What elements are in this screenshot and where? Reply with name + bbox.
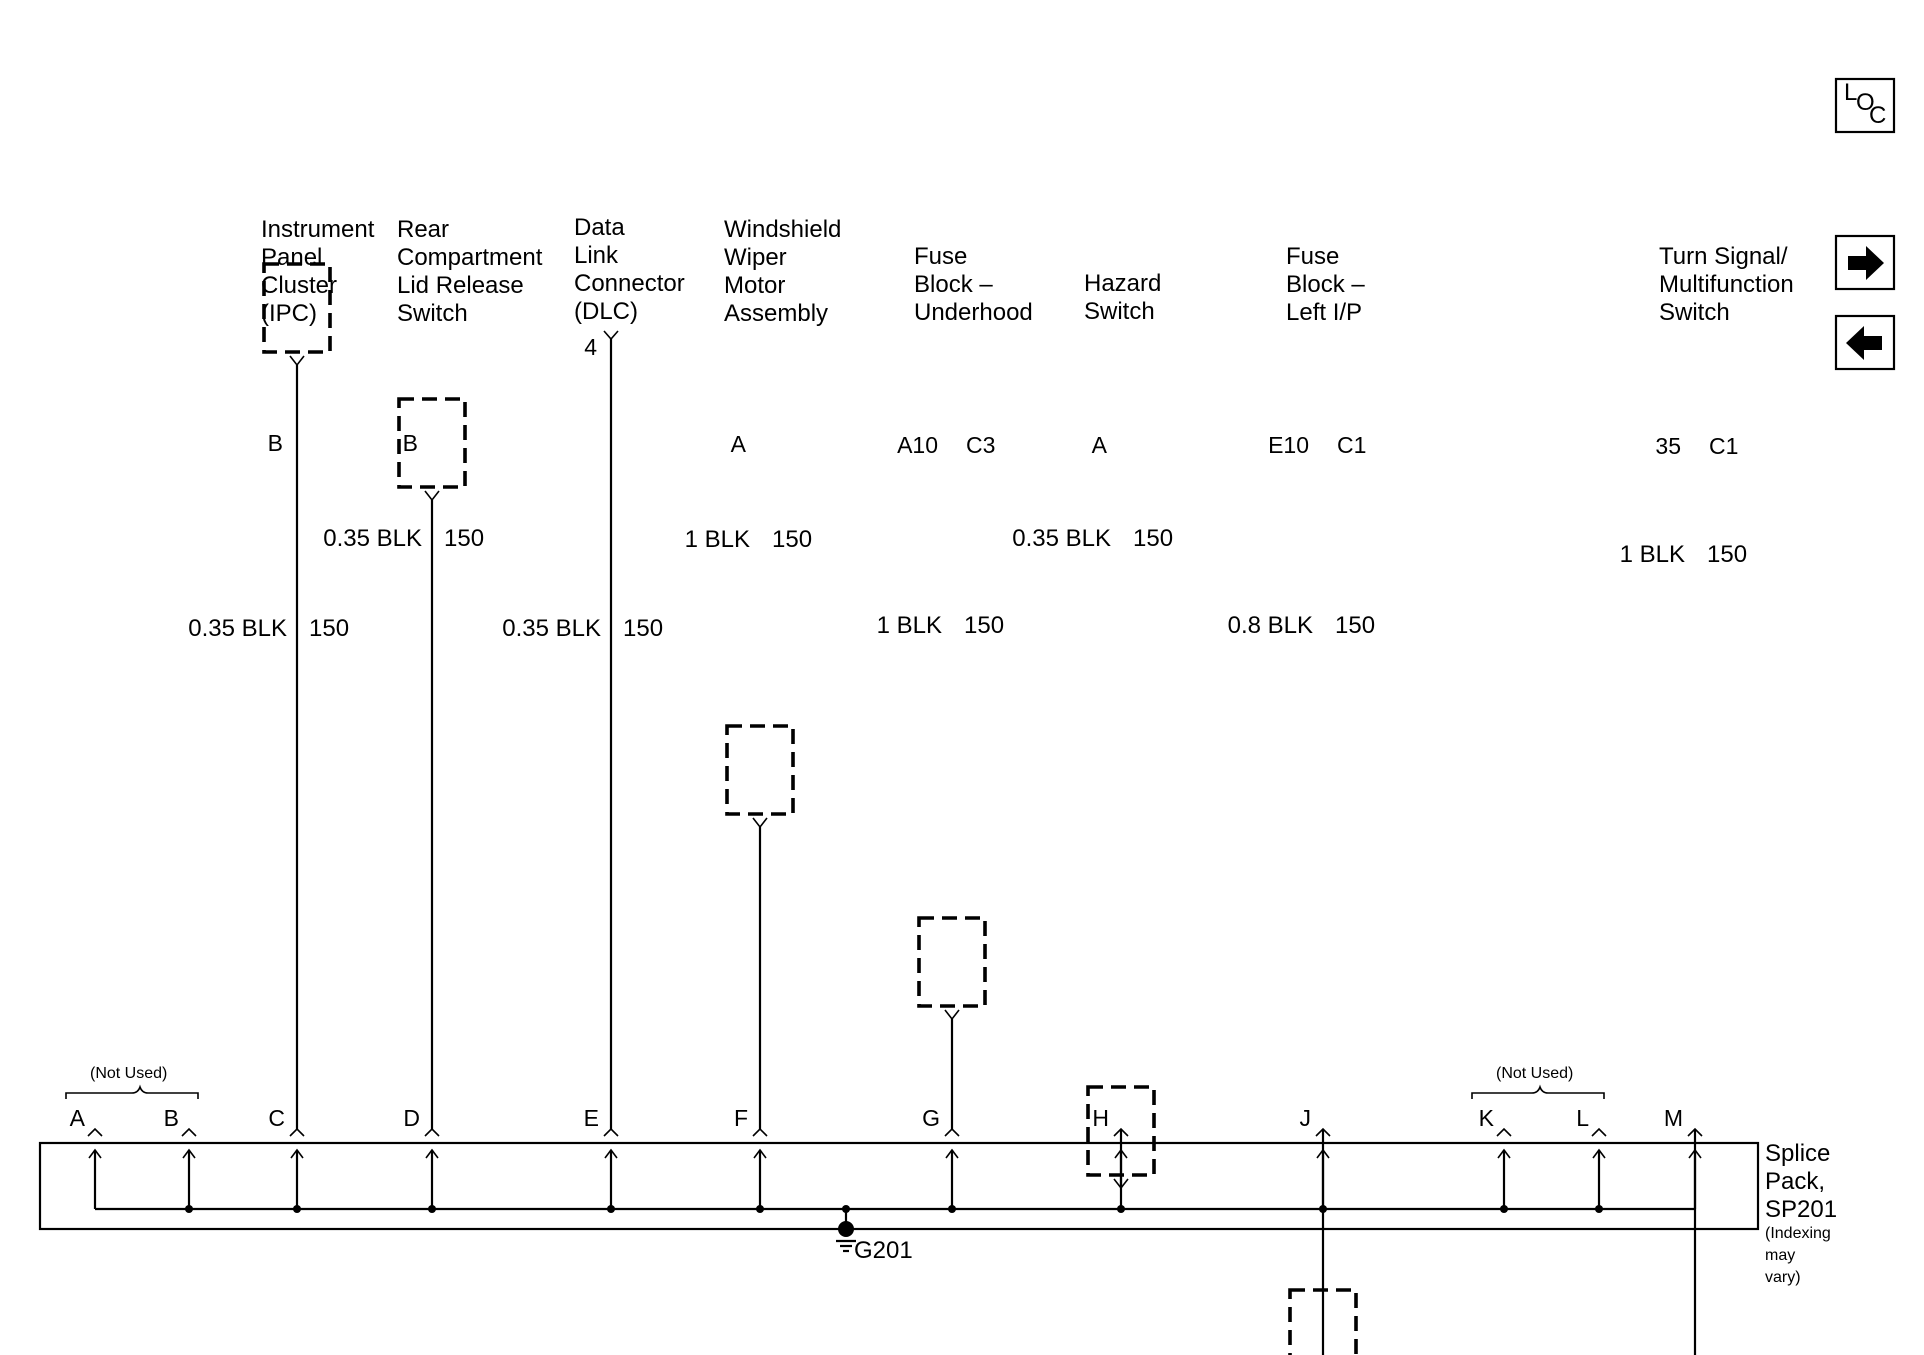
component-label-line: Left I/P [1286, 299, 1363, 326]
terminal-symbol [945, 1010, 959, 1019]
splice-terminal [425, 1129, 439, 1136]
splice-pin [1300, 1105, 1331, 1213]
splice-junction-dot [607, 1205, 615, 1213]
splice-pin [1092, 1105, 1128, 1213]
splice-pack-label-line: Pack, [1765, 1168, 1826, 1195]
pin-label: A [1091, 432, 1107, 458]
component-label-line: Switch [1659, 299, 1730, 326]
component-label-line: Underhood [914, 299, 1033, 326]
splice-pin [1664, 1105, 1702, 1209]
splice-pin-label: B [163, 1105, 179, 1131]
splice-pin [403, 1105, 439, 1213]
splice-pin-label: H [1092, 1105, 1109, 1131]
terminal-symbol [604, 331, 618, 339]
wire-circuit: 150 [444, 525, 485, 552]
wire-circuit: 150 [1707, 541, 1748, 568]
component-label-line: Link [574, 242, 619, 269]
wire-size-color: 1 BLK [876, 612, 942, 639]
pin-label: 35 [1655, 433, 1681, 459]
splice-pin-label: J [1299, 1105, 1311, 1131]
component-label-line: Connector [574, 270, 685, 297]
component-label-line: Panel [261, 244, 323, 271]
splice-pin-unused [1479, 1105, 1511, 1213]
connector-label: C3 [966, 432, 996, 458]
splice-pin [734, 1105, 767, 1213]
component-label-line: Motor [724, 272, 786, 299]
component-connector-box [727, 726, 793, 814]
splice-terminal [88, 1129, 102, 1136]
component-label-line: (IPC) [261, 300, 317, 327]
splice-terminal [604, 1129, 618, 1136]
splice-pack-note-line: may [1765, 1247, 1796, 1264]
component-label-line: Block – [1286, 271, 1365, 298]
splice-pack-note-line: vary) [1765, 1269, 1801, 1286]
splice-pin-label: M [1663, 1105, 1683, 1131]
splice-junction-dot [293, 1205, 301, 1213]
right-arrow-icon[interactable] [1836, 236, 1894, 289]
wire-size-color: 0.35 BLK [502, 615, 601, 642]
splice-pack-label-line: Splice [1765, 1140, 1831, 1167]
pin-label: B [402, 430, 418, 456]
splice-terminal [182, 1129, 196, 1136]
pin-label: E10 [1268, 432, 1309, 458]
component-label-line: (DLC) [574, 298, 638, 325]
component-fuse-underhood [877, 243, 1033, 1129]
component-label-line: Wiper [724, 244, 787, 271]
splice-junction-dot [185, 1205, 193, 1213]
splice-junction-dot [1117, 1205, 1125, 1213]
splice-terminal [753, 1129, 767, 1136]
component-label-line: Compartment [397, 244, 543, 271]
location-icon-letter-l: L [1844, 79, 1858, 106]
splice-pin-label: G [922, 1105, 940, 1131]
wire-circuit: 150 [309, 615, 350, 642]
splice-pin-label: L [1576, 1105, 1589, 1131]
not-used-left [66, 1065, 198, 1099]
splice-junction-dot [1319, 1205, 1327, 1213]
splice-terminal [945, 1129, 959, 1136]
component-label-line: Assembly [724, 300, 829, 327]
component-label-line: Fuse [1286, 243, 1340, 270]
ground-label: G201 [854, 1237, 913, 1264]
splice-pack-label-line: SP201 [1765, 1196, 1838, 1223]
component-wiper [685, 216, 842, 1129]
splice-pin [922, 1105, 959, 1213]
splice-junction-dot [948, 1205, 956, 1213]
wire-circuit: 150 [964, 612, 1005, 639]
pin-label: 4 [584, 334, 597, 360]
splice-pack-note-line: (Indexing [1765, 1225, 1831, 1242]
wire-size-color: 1 BLK [684, 526, 750, 553]
component-label-line: Cluster [261, 272, 338, 299]
splice-pin [268, 1105, 304, 1213]
splice-pin-label: D [403, 1105, 420, 1131]
component-label-line: Windshield [724, 216, 842, 243]
splice-terminal [290, 1129, 304, 1136]
wire-circuit: 150 [772, 526, 813, 553]
splice-junction-dot [1595, 1205, 1603, 1213]
pin-label: A [730, 431, 746, 457]
component-dlc [502, 214, 684, 1129]
splice-pin-label: C [268, 1105, 285, 1131]
connector-label: C1 [1337, 432, 1367, 458]
splice-terminal [1497, 1129, 1511, 1136]
splice-pin-label: F [733, 1105, 748, 1131]
wire-circuit: 150 [623, 615, 664, 642]
component-label-line: Multifunction [1659, 271, 1794, 298]
splice-terminal [1592, 1129, 1606, 1136]
not-used-label: (Not Used) [1496, 1065, 1574, 1082]
pin-label: A10 [897, 432, 938, 458]
terminal-symbol [753, 818, 767, 827]
splice-pin-unused [1576, 1105, 1606, 1213]
not-used-label: (Not Used) [90, 1065, 168, 1082]
component-connector-box [919, 918, 985, 1006]
connector-label: C1 [1709, 433, 1739, 459]
location-icon-letter-c: C [1869, 102, 1887, 129]
wire-size-color: 0.35 BLK [323, 525, 422, 552]
left-arrow-icon[interactable] [1836, 316, 1894, 369]
splice-pin-label: E [583, 1105, 599, 1131]
component-label-line: Rear [397, 216, 450, 243]
component-fuse-left-ip [1228, 243, 1375, 1355]
component-label-line: Switch [397, 300, 468, 327]
component-label-line: Hazard [1084, 270, 1162, 297]
component-label-line: Instrument [261, 216, 375, 243]
component-rear-compartment [323, 216, 542, 1129]
wire-size-color: 1 BLK [1619, 541, 1685, 568]
wire-size-color: 0.35 BLK [188, 615, 287, 642]
splice-pack-label [1765, 1140, 1837, 1286]
splice-junction-dot [756, 1205, 764, 1213]
splice-pin-unused [70, 1105, 102, 1209]
splice-pin [584, 1105, 618, 1213]
component-label-line: Lid Release [397, 272, 524, 299]
terminal-symbol [425, 491, 439, 500]
location-icon[interactable] [1836, 79, 1894, 132]
component-label-line: Data [574, 214, 625, 241]
wire-size-color: 0.8 BLK [1227, 612, 1313, 639]
component-hazard [1012, 270, 1173, 1188]
splice-pin-label: K [1478, 1105, 1494, 1131]
splice-pins-layer [70, 1105, 1702, 1213]
component-label-line: Switch [1084, 298, 1155, 325]
pin-label: B [267, 430, 283, 456]
component-label-line: Block – [914, 271, 993, 298]
location-icon-letter-o: O [1856, 89, 1875, 116]
not-used-right [1472, 1065, 1604, 1099]
terminal-symbol [290, 356, 304, 365]
splice-junction-dot [1500, 1205, 1508, 1213]
wire-circuit: 150 [1335, 612, 1376, 639]
ground-symbol [836, 1205, 913, 1264]
splice-pin-unused [164, 1105, 196, 1213]
component-label-line: Turn Signal/ [1659, 243, 1788, 270]
splice-pin-label: A [69, 1105, 85, 1131]
splice-junction-dot [428, 1205, 436, 1213]
component-ipc [188, 216, 374, 1129]
wire-circuit: 150 [1133, 525, 1174, 552]
component-label-line: Fuse [914, 243, 968, 270]
wire-size-color: 0.35 BLK [1012, 525, 1111, 552]
